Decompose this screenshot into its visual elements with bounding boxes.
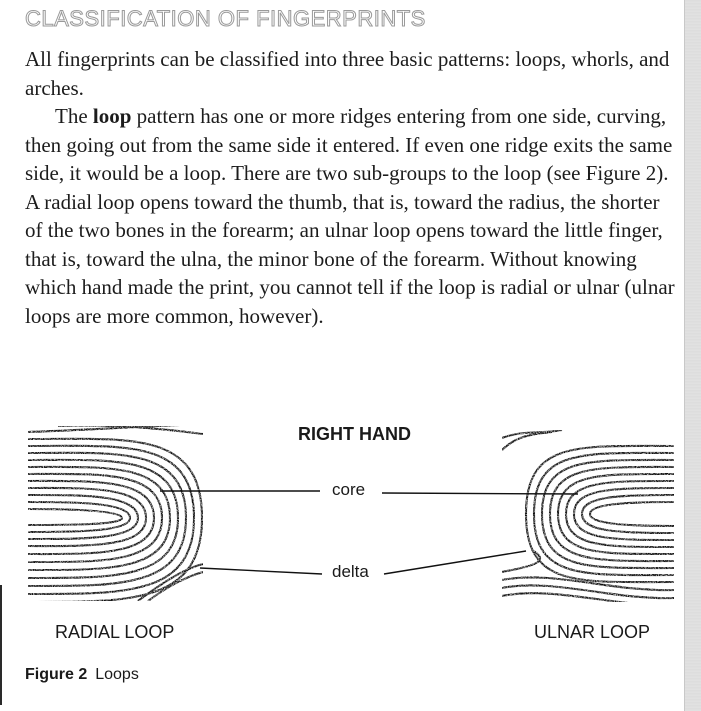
intro-paragraph: All fingerprints can be classified into three basic patterns: loops, whorls, and arches. [25,47,670,100]
delta-leader-line-right [384,551,526,574]
loop-term: loop [92,104,132,128]
loop-paragraph-body: pattern has one or more ridges entering from one side, curving, then going out from the same side it entered. If even one ridge exits the same side, it would be a loop. There are two sub-groups to the loop (see Figure 2). A radial loop opens toward the thumb, that is, toward the radius, the shorter of the two bones in the forearm; an ulnar loop opens toward the little finger, that is, toward the ulna, the minor bone of the forearm. Without knowing which hand made the print, you cannot tell if the loop is radial or ulnar (ulnar loops are more common, however). [25,104,675,328]
figure-caption [25,666,139,684]
leader-lines [0,400,690,700]
section-heading: CLASSIFICATION OF FINGERPRINTS [25,6,426,31]
core-leader-line-right [382,493,578,494]
core-label: core [332,480,366,499]
figure-2 [0,400,690,700]
loop-paragraph [25,102,675,330]
body-text [25,45,675,330]
right-hand-label: RIGHT HAND [298,424,411,444]
delta-leader-line-left [200,568,322,574]
figure-caption-text: Loops [95,666,139,683]
ulnar-loop-label: ULNAR LOOP [534,622,651,642]
radial-loop-label: RADIAL LOOP [55,622,175,642]
delta-label: delta [332,562,369,581]
loop-paragraph-lead: The [55,104,93,128]
figure-number: Figure 2 [25,666,88,683]
